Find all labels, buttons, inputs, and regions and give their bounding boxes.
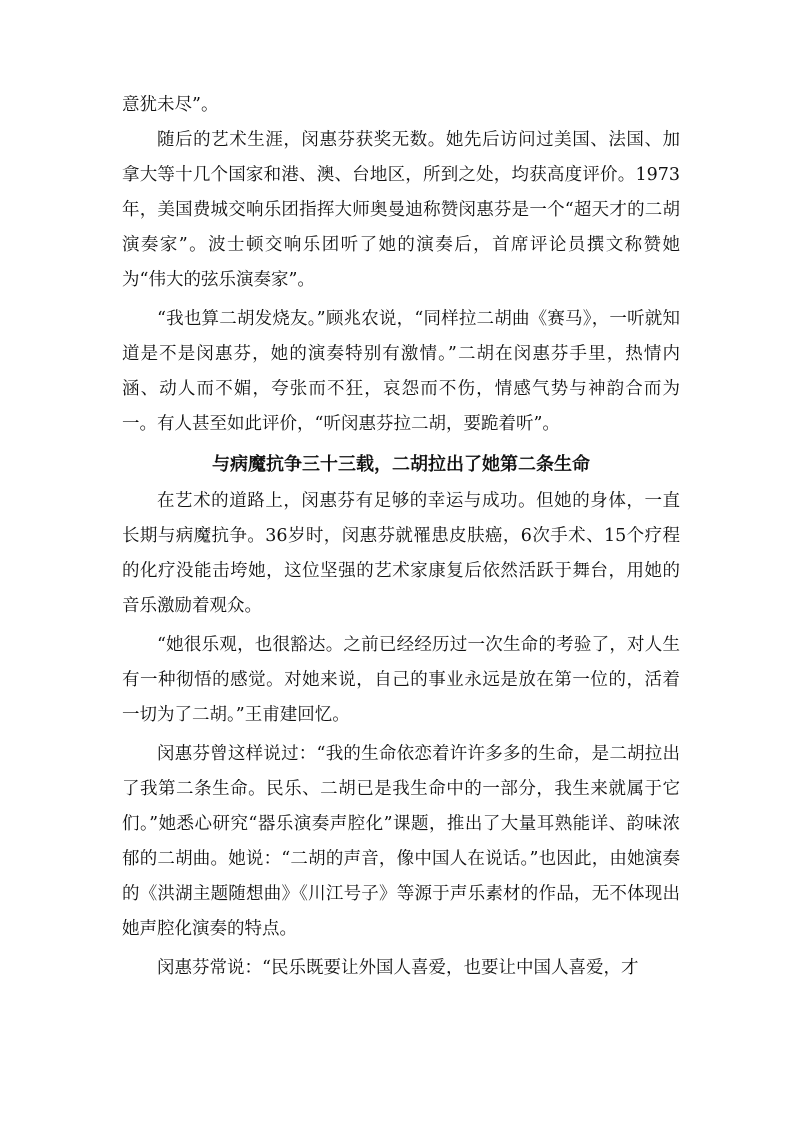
section-heading: 与病魔抗争三十三载，二胡拉出了她第二条生命: [212, 454, 590, 475]
paragraph-career: 随后的艺术生涯，闵惠芬获奖无数。她先后访问过美国、法国、加拿大等十几个国家和港、澳、台地区，所到之处，均获高度评价。1973年，美国费城交响乐团指挥大师奥曼迪称赞闵惠芬是一个“超天才的二胡演奏家”。波士顿交响乐团听了她的演奏后，首席评论员撰文称赞她为“伟大的弦乐演奏家”。: [122, 130, 680, 290]
paragraph-fan-quote: “我也算二胡发烧友。”顾兆农说，“同样拉二胡曲《赛马》，一听就知道是不是闵惠芬，她的演奏特别有激情。”二胡在闵惠芬手里，热情内涵、动人而不媚，夸张而不狂，哀怨而不伤，情感气势与神韵合而为一。有人甚至如此评价，“听闵惠芬拉二胡，要跪着听”。: [122, 309, 680, 434]
paragraph-illness: 在艺术的道路上，闵惠芬有足够的幸运与成功。但她的身体，一直长期与病魔抗争。36岁时，闵惠芬就罹患皮肤癌，6次手术、15个疗程的化疗没能击垮她，这位坚强的艺术家康复后依然活跃于舞台，用她的音乐激励着观众。: [122, 491, 680, 616]
article-body: [122, 88, 680, 990]
paragraph-continuation: 意犹未尽”。: [122, 95, 219, 115]
paragraph-optimism: “她很乐观，也很豁达。之前已经经历过一次生命的考验了，对人生有一种彻悟的感觉。对她来说，自己的事业永远是放在第一位的，活着一切为了二胡。”王甫建回忆。: [122, 635, 680, 725]
paragraph-folk-music: 闵惠芬常说：“民乐既要让外国人喜爱，也要让中国人喜爱，才: [157, 958, 639, 978]
paragraph-second-life: 闵惠芬曾这样说过：“我的生命依恋着许许多多的生命，是二胡拉出了我第二条生命。民乐、二胡已是我生命中的一部分，我生来就属于它们。”她悉心研究“器乐演奏声腔化”课题，推出了大量耳熟能详、韵味浓郁的二胡曲。她说：“二胡的声音，像中国人在说话。”也因此，由她演奏的《洪湖主题随想曲》《川江号子》等源于声乐素材的作品，无不体现出她声腔化演奏的特点。: [122, 744, 680, 939]
